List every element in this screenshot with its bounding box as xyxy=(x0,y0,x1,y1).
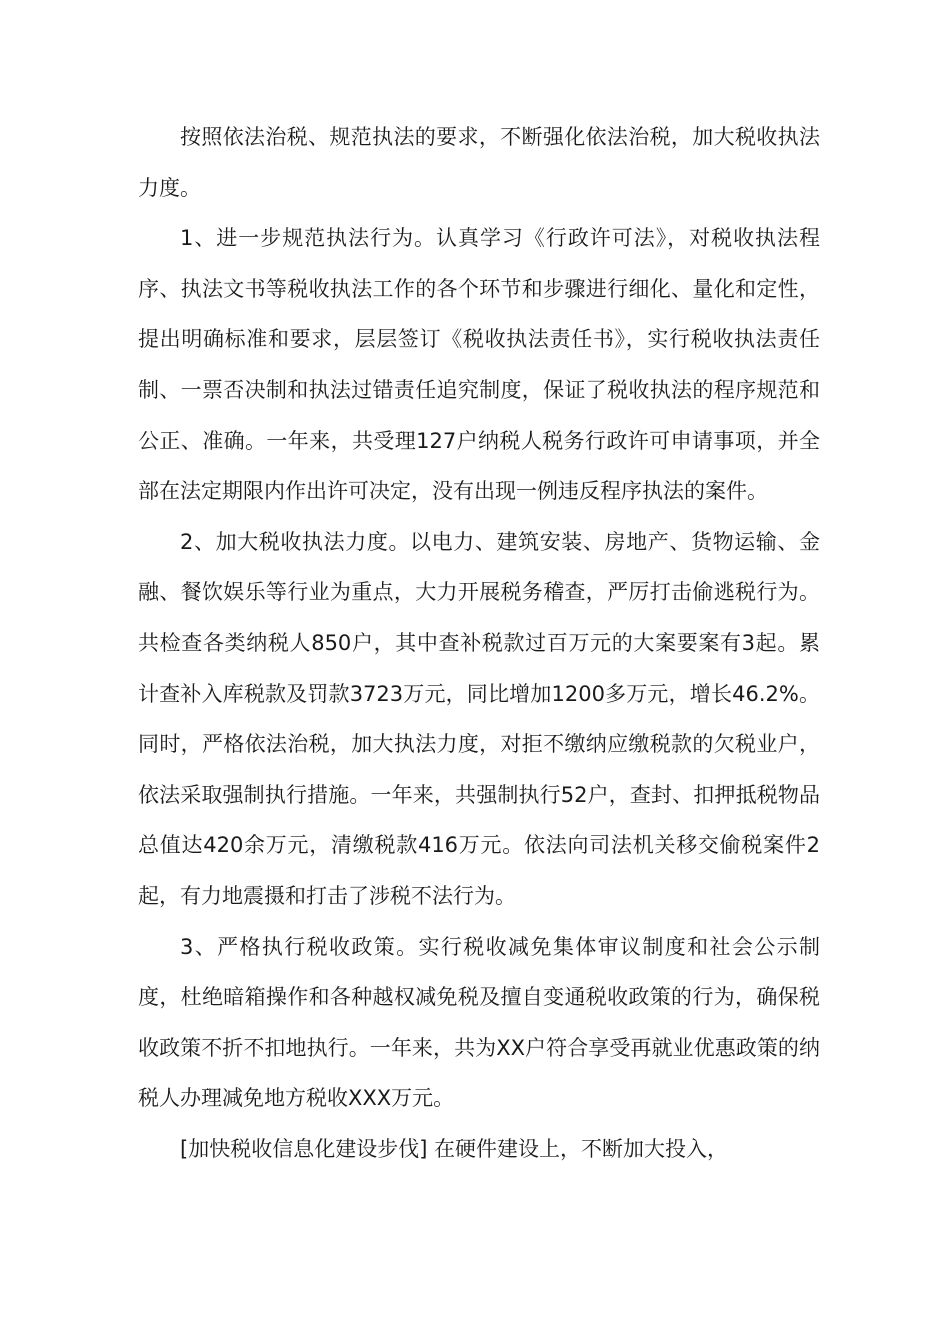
paragraph-intro: 按照依法治税、规范执法的要求，不断强化依法治税，加大税收执法力度。 xyxy=(138,125,820,200)
paragraph-item-3: 3、严格执行税收政策。实行税收减免集体审议制度和社会公示制度，杜绝暗箱操作和各种越权减免税及擅自变通税收政策的行为，确保税收政策不折不扣地执行。一年来，共为XX户符合享受再就业优惠政策的纳税人办理减免地方税收XXX万元。 xyxy=(138,934,820,1111)
paragraph-item-2: 2、加大税收执法力度。以电力、建筑安装、房地产、货物运输、金融、餐饮娱乐等行业为重点，大力开展税务稽查，严厉打击偷逃税行为。共检查各类纳税人850户，其中查补税款过百万元的大案要案有3起。累计查补入库税款及罚款3723万元，同比增加1200多万元，增长46.2%。同时，严格依法治税，加大执法力度，对拒不缴纳应缴税款的欠税业户，依法采取强制执行措施。一年来，共强制执行52户，查封、扣押抵税物品总值达420余万元，清缴税款416万元。依法向司法机关移交偷税案件2起，有力地震摄和打击了涉税不法行为。 xyxy=(138,529,820,908)
paragraph-item-1: 1、进一步规范执法行为。认真学习《行政许可法》，对税收执法程序、执法文书等税收执法工作的各个环节和步骤进行细化、量化和定性，提出明确标准和要求，层层签订《税收执法责任书》，实行税收执法责任制、一票否决制和执法过错责任追究制度，保证了税收执法的程序规范和公正、准确。一年来，共受理127户纳税人税务行政许可申请事项，并全部在法定期限内作出许可决定，没有出现一例违反程序执法的案件。 xyxy=(138,226,820,504)
paragraph-informatization: [加快税收信息化建设步伐] 在硬件建设上，不断加大投入， xyxy=(180,1136,729,1161)
document-body xyxy=(138,112,820,1174)
